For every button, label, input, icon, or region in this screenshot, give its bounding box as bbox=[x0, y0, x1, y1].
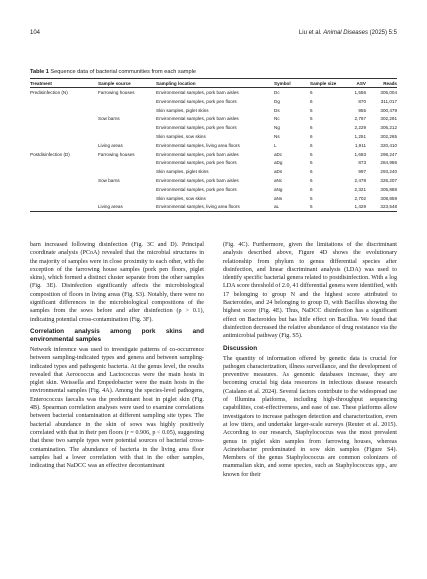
table-cell: Environmental samples, pork barn aisles bbox=[156, 90, 239, 96]
table-cell: 1,693 bbox=[354, 151, 366, 157]
table-cell bbox=[98, 106, 156, 115]
table-row bbox=[30, 106, 397, 115]
table-cell: 997 bbox=[358, 169, 366, 175]
table-cell bbox=[30, 115, 98, 124]
journal-citation bbox=[299, 30, 397, 36]
table-cell bbox=[30, 185, 98, 194]
column-header: Sample size bbox=[310, 79, 342, 88]
table-cell bbox=[98, 123, 156, 132]
table-cell bbox=[30, 106, 98, 115]
paragraph: (Fig. 4C). Furthermore, given the limitations of the discriminant analysis described above, Figure 4D shows the evolutionary relationship from phylum to genus differential species after disinfection, and linear discriminant analysis (LDA) was used to identify specific bacterial genera related to postdisinfection. With a log LDA score threshold of 2.0, 41 differential genera were identified, with 17 belonging to group N and the highest score attributed to Bacteroides, and 24 belonging to group D, with Bacillus showing the highest score (Fig. 4E). Thus, NaDCC disinfection has a significant effect on Bacteroides but has little effect on Bacillus. We found that disinfection decreased the relative abundance of drug resistance via the antimicrobial pathway (Fig. S5). bbox=[223, 242, 398, 340]
table-cell: Nc bbox=[274, 116, 280, 122]
journal-authors: Liu et al. bbox=[298, 30, 322, 36]
table-cell: Farrowing houses bbox=[98, 90, 135, 96]
table-cell: 300,479 bbox=[380, 107, 397, 113]
table-cell: aNg bbox=[274, 186, 283, 192]
table-cell: 1,556 bbox=[354, 90, 366, 96]
table-cell: Ng bbox=[274, 125, 280, 131]
table-cell: Living areas bbox=[98, 142, 123, 148]
table-row bbox=[30, 115, 397, 124]
table-cell: Environmental samples, pork pen floors bbox=[156, 125, 237, 131]
running-header bbox=[30, 30, 397, 40]
table-cell: Postdisinfection (D) bbox=[30, 151, 70, 157]
table-row bbox=[30, 150, 397, 159]
table-cell: aL bbox=[274, 203, 310, 212]
table-cell: Environmental samples, living area floors bbox=[156, 142, 240, 148]
table-cell: Skin samples, piglet skins bbox=[156, 169, 209, 175]
paragraph: Network inference was used to investigate patterns of co-occurrence between sampling-indicated types and genera and between sampling-indicated types and pathogenic bacteria. At the genus level, the results revealed that Aerococcus and Lactococcus were the main hosts in piglet skin. Weissella and Empedobacter were the main hosts in the environmental samples (Fig. 4A). Among the species-level pathogens, Enterococcus faecalis was the predominant host in piglet skin (Fig. 4B). Spearman correlation analyses were used to examine correlations between bacterial contamination at different sampling site types. The bacterial abundance in the skin of sows was highly positively correlated with that in their pen floors (r = 0.906, p < 0.05), suggesting that these two sample types were potential sources of bacterial cross-contamination. The abundance of bacteria in the living area floor samples had a lower correlation with that in the other samples, indicating that NaDCC was an effective decontaminant bbox=[30, 346, 204, 470]
table-cell: Skin samples, sow skins bbox=[156, 195, 206, 201]
column-header: Sample source bbox=[98, 79, 156, 88]
table-cell: 6 bbox=[310, 151, 313, 157]
table-cell: aDc bbox=[274, 151, 283, 157]
table-row bbox=[30, 123, 397, 132]
table-cell: Sow barns bbox=[98, 178, 120, 184]
table-cell bbox=[98, 97, 156, 106]
table-cell: 308,859 bbox=[380, 195, 397, 201]
table-cell bbox=[98, 132, 156, 141]
table-row bbox=[30, 185, 397, 194]
table-cell: 305,004 bbox=[380, 90, 397, 96]
table-cell bbox=[30, 159, 98, 168]
section-heading: Correlation analysis among pork skins and environmental samples bbox=[30, 327, 204, 343]
table-cell: Sow barns bbox=[98, 116, 120, 122]
table-cell: Skin samples, piglet skins bbox=[156, 107, 209, 113]
table-cell: 6 bbox=[310, 195, 313, 201]
paragraph: The quantity of information offered by genetic data is crucial for pathogen characterization, illness surveillance, and the development of preventive measures. As genomic databases increase, they are becoming crucial big data resources in infectious disease research (Catalano et al. 2024). Several factors contribute to the widespread use of Illumina platforms, including high-throughput sequencing capabilities, cost-effectiveness, and ease of use. These platforms allow investigators to increase pathogen detection and characterization, even at low titers, and undertake larger-scale surveys (Reuter et al. 2015). According to our research, Staphylococcus was the most prevalent genus in piglet skin samples from farrowing houses, whereas Acinetobacter predominated in sow skin samples (Figure S4). Members of the genus Staphylococcus are common colonizers of mammalian skin, and some species, such as Staphylococcus spp., are known for their bbox=[223, 355, 397, 478]
table-cell: 320,410 bbox=[380, 142, 397, 148]
table-cell: 870 bbox=[358, 98, 366, 104]
sequence-data-table bbox=[30, 78, 397, 212]
table-cell bbox=[30, 141, 98, 150]
table-cell: Environmental samples, pork barn aisles bbox=[156, 116, 239, 122]
table-cell bbox=[98, 167, 156, 176]
table-cell: Environmental samples, pork pen floors bbox=[156, 98, 237, 104]
page-number: 104 bbox=[30, 30, 41, 36]
table-cell: Farrowing houses bbox=[98, 151, 135, 157]
table-cell: 302,265 bbox=[380, 134, 397, 140]
table-cell: 2,767 bbox=[354, 116, 366, 122]
table-cell bbox=[30, 97, 98, 106]
table-cell: 298,247 bbox=[380, 151, 397, 157]
table-cell: 311,017 bbox=[380, 98, 397, 104]
table-cell: 6 bbox=[310, 142, 313, 148]
table-cell: 6 bbox=[310, 107, 313, 113]
table-row bbox=[30, 203, 397, 212]
table-caption-text: Sequence data of bacterial communities from each sample bbox=[50, 69, 196, 75]
table-row bbox=[30, 194, 397, 203]
table-cell: 6 bbox=[310, 134, 313, 140]
right-column bbox=[223, 241, 397, 479]
table-cell: 2,702 bbox=[354, 195, 366, 201]
table-row bbox=[30, 141, 397, 150]
table-cell: 6 bbox=[310, 186, 313, 192]
table-cell: 6 bbox=[310, 90, 313, 96]
table-cell: 6 bbox=[310, 203, 342, 212]
table-cell bbox=[30, 194, 98, 203]
column-header: ASV bbox=[342, 79, 366, 88]
table-cell: Ns bbox=[274, 134, 280, 140]
table-cell: Environmental samples, pork barn aisles bbox=[156, 178, 239, 184]
table-header-row bbox=[30, 79, 397, 88]
table-cell: 6 bbox=[310, 178, 313, 184]
table-cell: 6 bbox=[310, 125, 313, 131]
table-cell: 955 bbox=[358, 107, 366, 113]
table-cell: 302,291 bbox=[380, 116, 397, 122]
table-cell: 6 bbox=[310, 98, 313, 104]
table-caption bbox=[30, 69, 196, 75]
table-cell: 873 bbox=[358, 160, 366, 166]
left-column bbox=[30, 241, 204, 470]
table-body bbox=[30, 88, 397, 212]
journal-volume: (2025) 5:5 bbox=[369, 30, 397, 36]
table-cell: 1,911 bbox=[354, 142, 366, 148]
paragraph: barn increased following disinfection (Fig. 3C and D). Principal coordinate analysis (PCoA) revealed that the microbial structures in the majority of samples were in close proximity to each other, with the exception of the farrowing house samples (pork pen floors, piglet skins), which formed a distinct cluster separate from the other samples (Fig. 3E). Disinfection significantly affects the microbiological composition of floors in living areas (Fig. S3). Notably, there were no significant differences in the microbiological compositions of the samples from the sows before and after disinfection (p > 0.1), indicating potential cross-contamination (Fig. 3F). bbox=[30, 242, 204, 323]
table-cell: 6 bbox=[310, 169, 313, 175]
table-cell: Environmental samples, living area floors bbox=[156, 203, 274, 212]
table-cell: 6 bbox=[310, 116, 313, 122]
table-row bbox=[30, 132, 397, 141]
table-cell: L bbox=[274, 142, 277, 148]
table-cell: Predisinfection (N) bbox=[30, 90, 68, 96]
table-label: Table 1 bbox=[30, 69, 49, 75]
table-cell: 2,229 bbox=[354, 125, 366, 131]
table-row bbox=[30, 167, 397, 176]
column-header: Treatment bbox=[30, 79, 98, 88]
table-cell: Skin samples, sow skins bbox=[156, 134, 206, 140]
table-cell: 1,429 bbox=[342, 203, 366, 212]
column-header: Symbol bbox=[274, 79, 310, 88]
journal-name: Animal Diseases bbox=[323, 30, 368, 36]
table-cell: Dg bbox=[274, 98, 280, 104]
table-cell: Living areas bbox=[98, 203, 156, 212]
table-row bbox=[30, 176, 397, 185]
column-header: Sampling location bbox=[156, 79, 274, 88]
table-cell: 305,888 bbox=[380, 186, 397, 192]
table-cell: aNs bbox=[274, 195, 283, 201]
table-cell: 326,207 bbox=[380, 178, 397, 184]
table-cell: Dc bbox=[274, 90, 280, 96]
table-cell bbox=[30, 203, 98, 212]
table-cell bbox=[98, 194, 156, 203]
table-row bbox=[30, 159, 397, 168]
table-cell: Environmental samples, pork barn aisles bbox=[156, 151, 239, 157]
table-cell: 1,251 bbox=[354, 134, 366, 140]
table-row bbox=[30, 88, 397, 97]
table-cell: Environmental samples, pork pen floors bbox=[156, 160, 237, 166]
table-cell bbox=[30, 176, 98, 185]
table-cell bbox=[30, 132, 98, 141]
table-cell: Environmental samples, pork pen floors bbox=[156, 186, 237, 192]
body-text bbox=[30, 241, 397, 571]
table-cell: aNc bbox=[274, 178, 283, 184]
section-heading: Discussion bbox=[223, 344, 258, 352]
table-cell: 6 bbox=[310, 160, 313, 166]
table-cell bbox=[30, 123, 98, 132]
table-cell: 2,321 bbox=[354, 186, 366, 192]
table-row bbox=[30, 97, 397, 106]
table-cell: 284,986 bbox=[380, 160, 397, 166]
table-cell: 305,212 bbox=[380, 125, 397, 131]
table-cell: Ds bbox=[274, 107, 280, 113]
table-cell: aDg bbox=[274, 160, 283, 166]
table-cell: 2,478 bbox=[354, 178, 366, 184]
table-cell bbox=[98, 185, 156, 194]
column-header: Reads bbox=[366, 79, 397, 88]
table-cell: 323,548 bbox=[366, 203, 397, 212]
table-cell: aDs bbox=[274, 169, 283, 175]
table-cell bbox=[30, 167, 98, 176]
table-cell bbox=[98, 159, 156, 168]
table-cell: 293,240 bbox=[380, 169, 397, 175]
